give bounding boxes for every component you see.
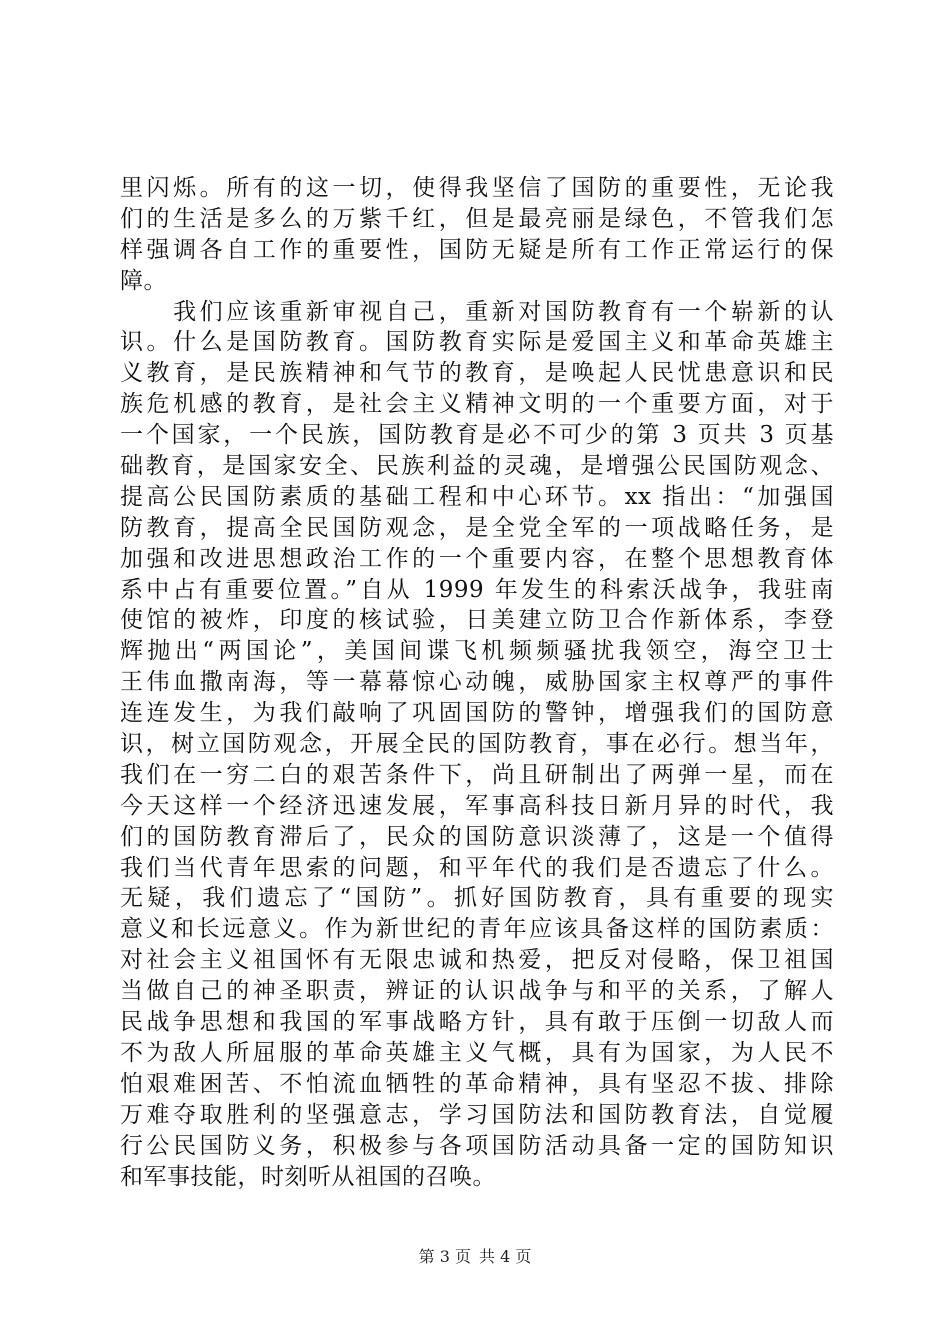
text-line: 系中占有重要位置。”自从 1999 年发生的科索沃战争，我驻南 [120,576,834,603]
text-line: 们的生活是多么的万紫千红，但是最亮丽是绿色，不管我们怎 [120,205,834,232]
text-line: 样强调各自工作的重要性，国防无疑是所有工作正常运行的保 [120,236,834,263]
text-line: 万难夺取胜利的坚强意志，学习国防法和国防教育法，自觉履 [120,1101,834,1128]
text-line: 今天这样一个经济迅速发展，军事高科技日新月异的时代，我 [120,792,834,819]
text-line: 一个国家，一个民族，国防教育是必不可少的第 3 页共 3 页基 [120,422,834,449]
text-line: 识。什么是国防教育。国防教育实际是爱国主义和革命英雄主 [120,329,834,356]
text-line: 我们在一穷二白的艰苦条件下，尚且研制出了两弹一星，而在 [120,761,834,788]
text-line: 无疑，我们遗忘了“国防”。抓好国防教育，具有重要的现实 [120,885,834,912]
text-line: 础教育，是国家安全、民族利益的灵魂，是增强公民国防观念、 [120,453,834,480]
text-line: 行公民国防义务，积极参与各项国防活动具备一定的国防知识 [120,1132,834,1159]
text-line: 怕艰难困苦、不怕流血牺牲的革命精神，具有坚忍不拔、排除 [120,1070,834,1097]
body-text [120,173,834,1192]
text-line: 不为敌人所屈服的革命英雄主义气概，具有为国家，为人民不 [120,1039,834,1066]
text-line: 意义和长远意义。作为新世纪的青年应该具备这样的国防素质： [120,916,834,943]
text-line: 防教育，提高全民国防观念，是全党全军的一项战略任务，是 [120,514,834,541]
text-line: 王伟血撒南海，等一幕幕惊心动魄，威胁国家主权尊严的事件 [120,669,834,696]
page-footer [0,1247,950,1267]
text-line: 族危机感的教育，是社会主义精神文明的一个重要方面，对于 [120,391,834,418]
text-line: 提高公民国防素质的基础工程和中心环节。xx 指出：“加强国 [120,483,834,510]
text-line: 使馆的被炸，印度的核试验，日美建立防卫合作新体系，李登 [120,607,834,634]
text-line: 民战争思想和我国的军事战略方针，具有敢于压倒一切敌人而 [120,1009,834,1036]
text-line: 对社会主义祖国怀有无限忠诚和热爱，把反对侵略，保卫祖国 [120,947,834,974]
page-number-total: 共 4 页 [479,1247,532,1266]
text-line: 当做自己的神圣职责，辨证的认识战争与和平的关系，了解人 [120,978,834,1005]
text-line: 义教育，是民族精神和气节的教育，是唤起人民忧患意识和民 [120,360,834,387]
text-line: 识，树立国防观念，开展全民的国防教育，事在必行。想当年， [120,731,834,758]
text-line: 辉抛出“两国论”，美国间谍飞机频频骚扰我领空，海空卫士 [120,638,834,665]
text-line: 连连发生，为我们敲响了巩固国防的警钟，增强我们的国防意 [120,700,834,727]
text-line: 障。 [120,267,167,294]
text-line: 我们当代青年思索的问题，和平年代的我们是否遗忘了什么。 [120,854,834,881]
text-line: 里闪烁。所有的这一切，使得我坚信了国防的重要性，无论我 [120,175,834,201]
text-line: 们的国防教育滞后了，民众的国防意识淡薄了，这是一个值得 [120,823,834,850]
page-number-current: 第 3 页 [418,1247,471,1266]
text-line: 我们应该重新审视自己，重新对国防教育有一个崭新的认 [120,298,834,325]
text-line: 加强和改进思想政治工作的一个重要内容，在整个思想教育体 [120,545,834,572]
text-line: 和军事技能，时刻听从祖国的召唤。 [120,1163,496,1190]
